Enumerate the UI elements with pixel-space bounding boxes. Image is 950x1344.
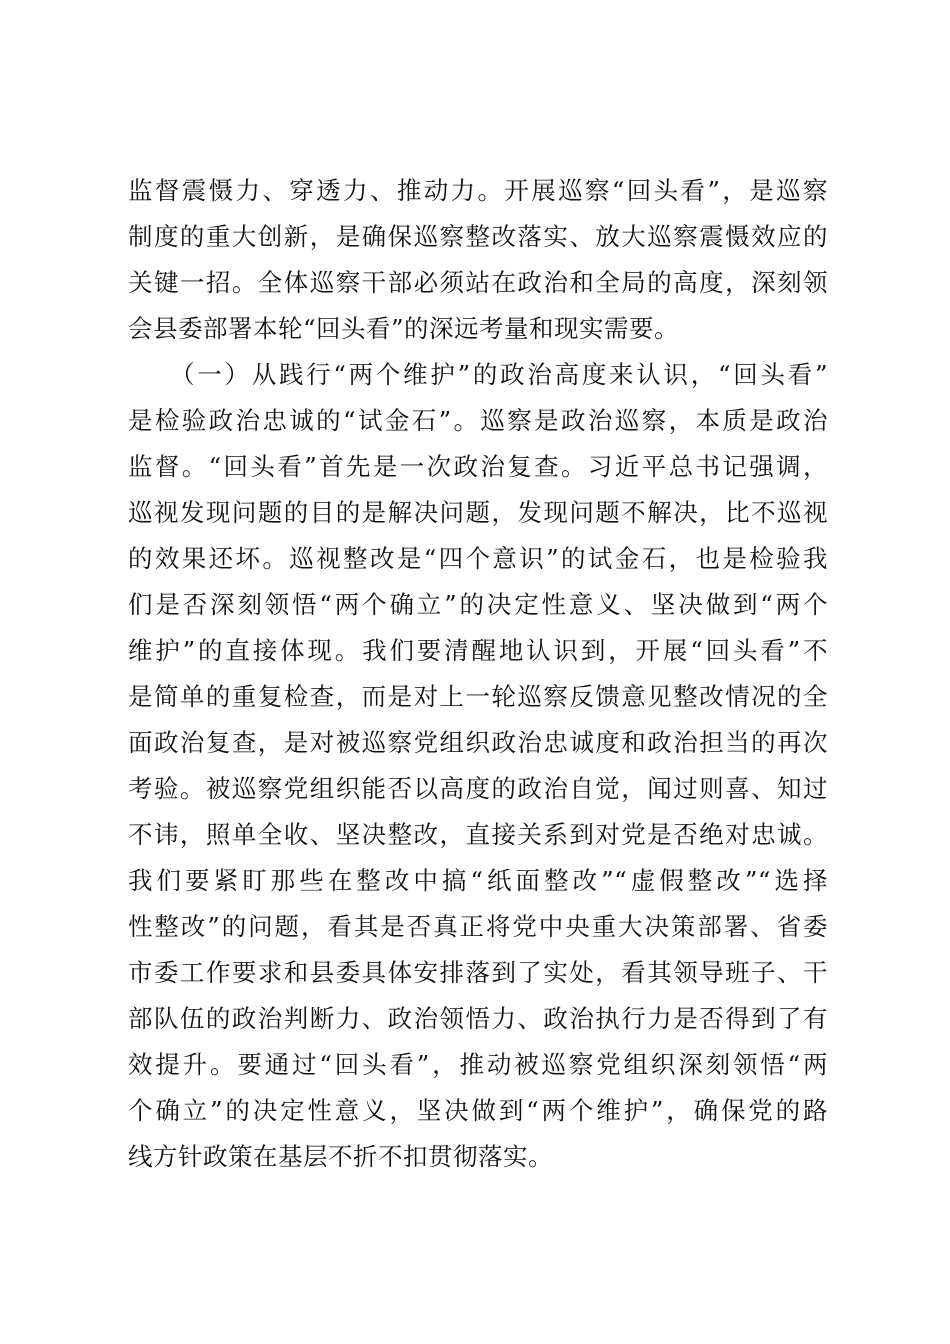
text-line: 监督。“回头看”首先是一次政治复查。习近平总书记强调， <box>128 452 828 481</box>
text-line: 线方针政策在基层不折不扣贯彻落实。 <box>128 1142 553 1171</box>
text-line: 的效果还坏。巡视整改是“四个意识”的试金石，也是检验我 <box>128 544 828 573</box>
text-line: 监督震慑力、穿透力、推动力。开展巡察“回头看”，是巡察 <box>128 176 828 205</box>
text-line: 考验。被巡察党组织能否以高度的政治自觉，闻过则喜、知过 <box>128 774 828 803</box>
text-line: 我们要紧盯那些在整改中搞“纸面整改”“虚假整改”“选择 <box>128 866 828 895</box>
text-line: 制度的重大创新，是确保巡察整改落实、放大巡察震慑效应的 <box>128 222 828 251</box>
text-line: 们是否深刻领悟“两个确立”的决定性意义、坚决做到“两个 <box>128 590 828 619</box>
text-line: 关键一招。全体巡察干部必须站在政治和全局的高度，深刻领 <box>128 268 828 297</box>
text-line: 是简单的重复检查，而是对上一轮巡察反馈意见整改情况的全 <box>128 682 828 711</box>
text-line: 会县委部署本轮“回头看”的深远考量和现实需要。 <box>128 314 680 343</box>
text-line: 巡视发现问题的目的是解决问题，发现问题不解决，比不巡视 <box>128 498 828 527</box>
text-line: 面政治复查，是对被巡察党组织政治忠诚度和政治担当的再次 <box>128 728 828 757</box>
text-line: 是检验政治忠诚的“试金石”。巡察是政治巡察，本质是政治 <box>128 406 828 435</box>
text-line: 维护”的直接体现。我们要清醒地认识到，开展“回头看”不 <box>128 636 828 665</box>
text-line: 性整改”的问题，看其是否真正将党中央重大决策部署、省委 <box>128 912 828 941</box>
text-line: 个确立”的决定性意义，坚决做到“两个维护”，确保党的路 <box>128 1096 828 1125</box>
text-line: 部队伍的政治判断力、政治领悟力、政治执行力是否得到了有 <box>128 1004 828 1033</box>
section-heading-line: （一）从践行“两个维护”的政治高度来认识，“回头看” <box>170 360 828 389</box>
text-line: 不讳，照单全收、坚决整改，直接关系到对党是否绝对忠诚。 <box>128 820 828 849</box>
text-line: 效提升。要通过“回头看”，推动被巡察党组织深刻领悟“两 <box>128 1050 828 1079</box>
text-line: 市委工作要求和县委具体安排落到了实处，看其领导班子、干 <box>128 958 828 987</box>
body-text <box>128 168 828 1180</box>
